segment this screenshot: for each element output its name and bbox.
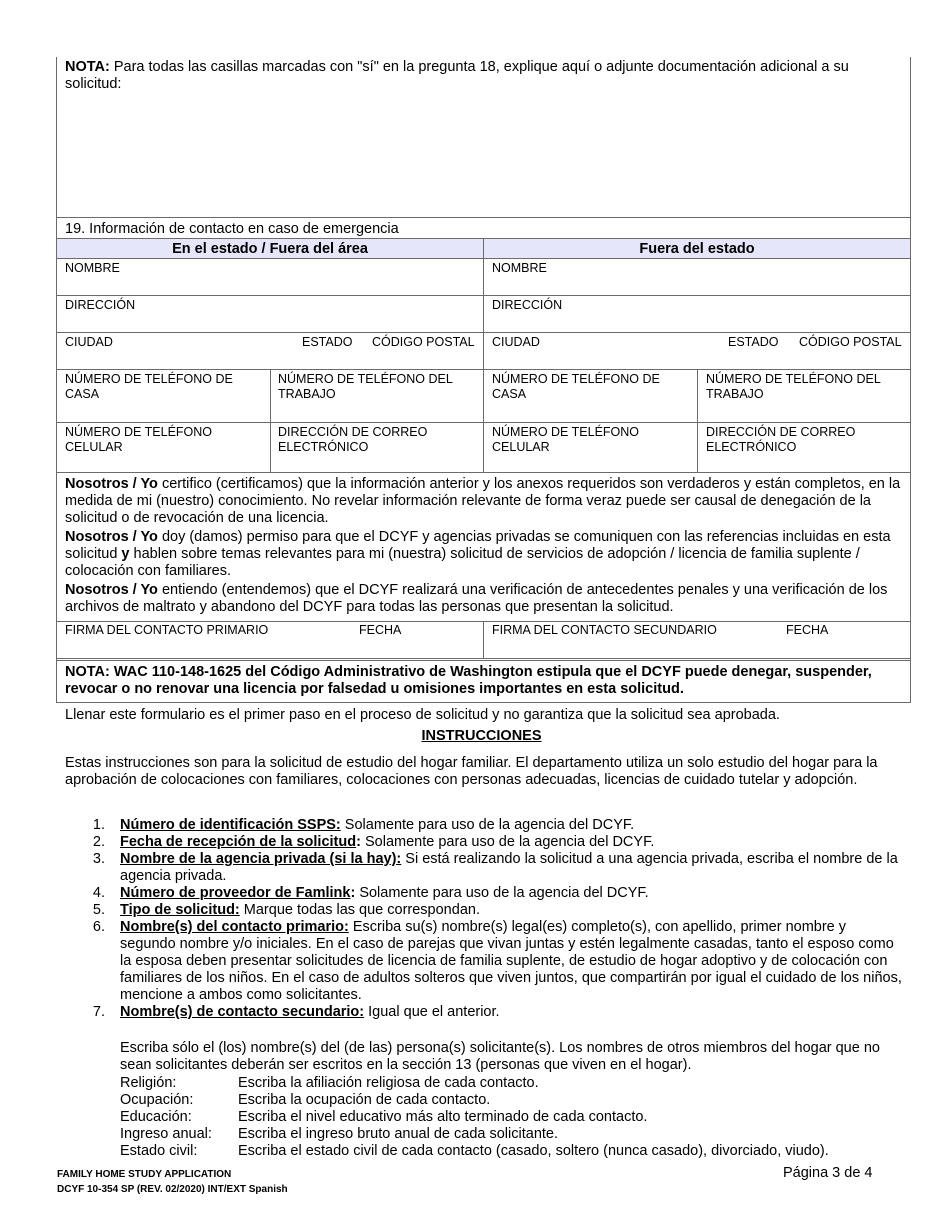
definition-row xyxy=(120,1126,910,1143)
instruction-text: Escriba su(s) nombre(s) legal(es) completo(s), con apellido, primer nombre y segundo nombre y/o iniciales. En el caso de parejas que vivan juntas y estén legalmente casadas, tanto el esposo como la esposa deben presentar solicitudes de licencia de familia suplente, de estudio de hogar adoptivo y de colocación con familiares de los niños. En el caso de adultos solteros que viven juntos, que compartirán por igual el cuidado de los niños, mencione a ambos como solicitantes. xyxy=(120,919,902,1003)
definition-row xyxy=(120,1109,910,1126)
definition-text: Escriba la ocupación de cada contacto. xyxy=(238,1092,491,1108)
instruction-item xyxy=(85,885,905,902)
primary-date-field[interactable]: FECHA xyxy=(359,623,402,637)
page-number: Página 3 de 4 xyxy=(783,1165,873,1181)
instruction-item xyxy=(85,919,905,1004)
definition-term: Ingreso anual: xyxy=(120,1126,212,1142)
instruction-number: 1. xyxy=(92,817,105,833)
instructions-extra: Escriba sólo el (los) nombre(s) del (de las) persona(s) solicitante(s). Los nombres de otros miembros del hogar que no sean solicitantes deberán ser escritos en la sección 13 (personas que viven en el hogar). xyxy=(120,1040,880,1073)
definition-text: Escriba el estado civil de cada contacto (casado, soltero (nunca casado), divorciado, viudo). xyxy=(238,1143,829,1159)
note-label: NOTA: xyxy=(65,59,110,75)
instruction-number: 6. xyxy=(92,919,105,935)
emergency-title: 19. Información de contacto en caso de emergencia xyxy=(65,221,399,237)
definition-term: Estado civil: xyxy=(120,1143,198,1159)
in-state-work-phone-field[interactable]: NÚMERO DE TELÉFONO DEL TRABAJO xyxy=(278,372,453,401)
instruction-colon: : xyxy=(350,885,356,901)
definition-term: Ocupación: xyxy=(120,1092,194,1108)
instruction-number: 4. xyxy=(92,885,105,901)
instruction-item xyxy=(85,851,905,885)
definition-text: Escriba el nivel educativo más alto terminado de cada contacto. xyxy=(238,1109,648,1125)
primary-signature-field[interactable]: FIRMA DEL CONTACTO PRIMARIO xyxy=(65,623,269,637)
instructions-list xyxy=(85,817,905,1021)
certification-p1: Nosotros / Yo certifico (certificamos) que la información anterior y los anexos requeridos son verdaderos y están completos, en la medida de mi (nuestro) conocimiento. No revelar información relevante de forma veraz puede ser causal de denegación de la solicitud o de revocación de una licencia. xyxy=(65,476,901,526)
out-state-state-field[interactable]: ESTADO xyxy=(728,335,779,349)
certification-p3: Nosotros / Yo entiendo (entendemos) que el DCYF realizará una verificación de antecedentes penales y una verificación de los archivos de maltrato y abandono del DCYF para todas las personas que presentan la solicitud. xyxy=(65,582,888,615)
in-state-cell-phone-field[interactable]: NÚMERO DE TELÉFONO CELULAR xyxy=(65,425,213,454)
wac-note: NOTA: WAC 110-148-1625 del Código Administrativo de Washington estipula que el DCYF puede denegar, suspender, revocar o no renovar una licencia por falsedad u omisiones importantes en esta solicitud. xyxy=(65,664,872,697)
instruction-text: Solamente para uso de la agencia del DCYF. xyxy=(340,817,635,833)
instruction-term: Número de identificación SSPS: xyxy=(120,817,341,833)
in-state-zip-field[interactable]: CÓDIGO POSTAL xyxy=(372,335,475,349)
in-state-email-field[interactable]: DIRECCIÓN DE CORREO ELECTRÓNICO xyxy=(278,425,428,454)
certification-text xyxy=(65,476,905,616)
in-state-address-field[interactable]: DIRECCIÓN xyxy=(65,298,136,312)
definition-row xyxy=(120,1143,910,1160)
instruction-term: Nombre(s) del contacto primario: xyxy=(120,919,349,935)
in-state-home-phone-field[interactable]: NÚMERO DE TELÉFONO DE CASA xyxy=(65,372,233,401)
instruction-term: Tipo de solicitud: xyxy=(120,902,240,918)
note-answer-area[interactable] xyxy=(57,96,910,216)
in-state-city-field[interactable]: CIUDAD xyxy=(65,335,113,349)
out-state-name-field[interactable]: NOMBRE xyxy=(492,261,547,275)
out-state-cell-phone-field[interactable]: NÚMERO DE TELÉFONO CELULAR xyxy=(492,425,640,454)
instruction-text: Marque todas las que correspondan. xyxy=(239,902,480,918)
out-of-state-header: Fuera del estado xyxy=(639,241,755,257)
first-step-text: Llenar este formulario es el primer paso en el proceso de solicitud y no garantiza que la solicitud sea aprobada. xyxy=(65,707,780,723)
instruction-term: Nombre(s) de contacto secundario: xyxy=(120,1004,365,1020)
definition-term: Educación: xyxy=(120,1109,192,1125)
instruction-item xyxy=(85,1004,905,1021)
instruction-term: Fecha de recepción de la solicitud xyxy=(120,834,357,850)
definition-text: Escriba la afiliación religiosa de cada contacto. xyxy=(238,1075,539,1091)
definitions-list xyxy=(120,1075,910,1160)
instruction-text: Solamente para uso de la agencia del DCYF. xyxy=(360,834,655,850)
footer-form-id: DCYF 10-354 SP (REV. 02/2020) INT/EXT Spanish xyxy=(57,1184,288,1195)
secondary-date-field[interactable]: FECHA xyxy=(786,623,829,637)
instruction-number: 7. xyxy=(92,1004,105,1020)
out-state-email-field[interactable]: DIRECCIÓN DE CORREO ELECTRÓNICO xyxy=(706,425,856,454)
in-state-state-field[interactable]: ESTADO xyxy=(302,335,353,349)
in-state-name-field[interactable]: NOMBRE xyxy=(65,261,120,275)
definition-row xyxy=(120,1092,910,1109)
note-text: NOTA: Para todas las casillas marcadas con "sí" en la pregunta 18, explique aquí o adjunte documentación adicional a su solicitud: xyxy=(65,59,849,92)
instructions-title: INSTRUCCIONES xyxy=(421,728,542,744)
secondary-signature-field[interactable]: FIRMA DEL CONTACTO SECUNDARIO xyxy=(492,623,717,637)
definition-row xyxy=(120,1075,910,1092)
instruction-term: Nombre de la agencia privada (si la hay): xyxy=(120,851,402,867)
instruction-number: 3. xyxy=(92,851,105,867)
instruction-item xyxy=(85,834,905,851)
instructions-intro: Estas instrucciones son para la solicitud de estudio del hogar familiar. El departamento utiliza un solo estudio del hogar para la aprobación de colocaciones con familiares, colocaciones con personas adecuadas, licencias de cuidado tutelar y adopción. xyxy=(65,755,878,788)
instruction-number: 2. xyxy=(92,834,105,850)
out-state-zip-field[interactable]: CÓDIGO POSTAL xyxy=(799,335,902,349)
instruction-number: 5. xyxy=(92,902,105,918)
footer-form-name: FAMILY HOME STUDY APPLICATION xyxy=(57,1169,232,1180)
out-state-address-field[interactable]: DIRECCIÓN xyxy=(492,298,563,312)
instruction-text: Igual que el anterior. xyxy=(364,1004,500,1020)
instruction-text: Solamente para uso de la agencia del DCYF. xyxy=(355,885,649,901)
instruction-text: Si está realizando la solicitud a una agencia privada, escriba el nombre de la agencia privada. xyxy=(120,851,898,884)
out-state-city-field[interactable]: CIUDAD xyxy=(492,335,540,349)
instruction-item xyxy=(85,902,905,919)
certification-p2: Nosotros / Yo doy (damos) permiso para que el DCYF y agencias privadas se comuniquen con las referencias incluidas en esta solicitud y hablen sobre temas relevantes para mi (nuestra) solicitud de servicios de adopción / licencia de familia suplente / colocación con familiares. xyxy=(65,529,891,579)
instruction-item xyxy=(85,817,905,834)
in-state-header: En el estado / Fuera del área xyxy=(172,241,368,257)
instruction-term: Número de proveedor de Famlink xyxy=(120,885,351,901)
out-state-home-phone-field[interactable]: NÚMERO DE TELÉFONO DE CASA xyxy=(492,372,660,401)
instruction-colon: : xyxy=(356,834,361,850)
definition-term: Religión: xyxy=(120,1075,177,1091)
out-state-work-phone-field[interactable]: NÚMERO DE TELÉFONO DEL TRABAJO xyxy=(706,372,881,401)
definition-text: Escriba el ingreso bruto anual de cada solicitante. xyxy=(238,1126,558,1142)
